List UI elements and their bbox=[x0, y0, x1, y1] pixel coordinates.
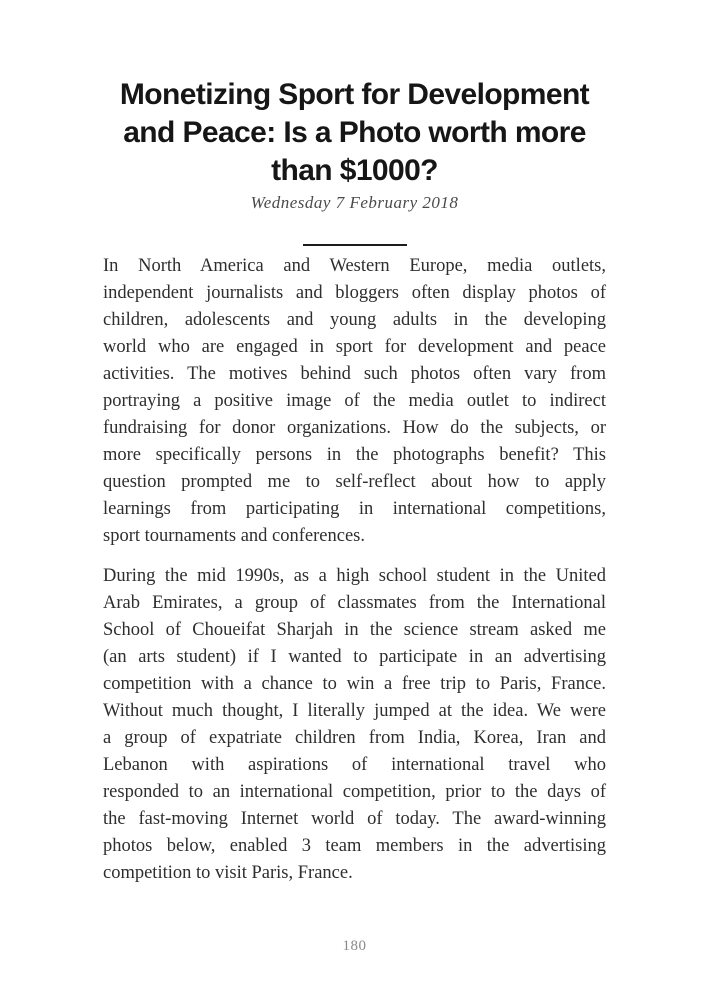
paragraph-line: During the mid 1990s, as a high school student in the United bbox=[103, 566, 606, 586]
paragraph-line: a group of expatriate children from India, Korea, Iran and bbox=[103, 728, 606, 748]
article-body bbox=[103, 253, 606, 887]
paragraph-line: learnings from participating in international competitions, bbox=[103, 499, 606, 519]
paragraph-line: children, adolescents and young adults in the developing bbox=[103, 310, 606, 330]
article-title bbox=[0, 76, 709, 190]
title-line: and Peace: Is a Photo worth more bbox=[123, 116, 586, 149]
paragraph-line: competition to visit Paris, France. bbox=[103, 863, 353, 883]
paragraph-line: responded to an international competition, prior to the days of bbox=[103, 782, 606, 802]
paragraph-line: In North America and Western Europe, media outlets, bbox=[103, 256, 606, 276]
title-line: than $1000? bbox=[271, 154, 438, 187]
paragraph bbox=[103, 563, 606, 887]
page-number: 180 bbox=[342, 938, 367, 954]
paragraph-line: fundraising for donor organizations. How do the subjects, or bbox=[103, 418, 606, 438]
paragraph-line: question prompted me to self-reflect about how to apply bbox=[103, 472, 606, 492]
paragraph-line: competition with a chance to win a free trip to Paris, France. bbox=[103, 674, 606, 694]
paragraph bbox=[103, 253, 606, 550]
paragraph-line: photos below, enabled 3 team members in the advertising bbox=[103, 836, 606, 856]
paragraph-line: more specifically persons in the photographs benefit? This bbox=[103, 445, 606, 465]
paragraph-line: the fast-moving Internet world of today. The award-winning bbox=[103, 809, 606, 829]
paragraph-line: portraying a positive image of the media outlet to indirect bbox=[103, 391, 606, 411]
paragraph-line: activities. The motives behind such photos often vary from bbox=[103, 364, 606, 384]
paragraph-line: School of Choueifat Sharjah in the science stream asked me bbox=[103, 620, 606, 640]
paragraph-line: independent journalists and bloggers often display photos of bbox=[103, 283, 606, 303]
article-date: Wednesday 7 February 2018 bbox=[250, 193, 459, 212]
paragraph-line: world who are engaged in sport for development and peace bbox=[103, 337, 606, 357]
paragraph-line: Lebanon with aspirations of international travel who bbox=[103, 755, 606, 775]
title-line: Monetizing Sport for Development bbox=[119, 78, 590, 111]
paragraph-line: (an arts student) if I wanted to participate in an advertising bbox=[103, 647, 606, 667]
section-divider bbox=[303, 244, 407, 246]
paragraph-line: sport tournaments and conferences. bbox=[103, 526, 365, 546]
paragraph-line: Without much thought, I literally jumped at the idea. We were bbox=[103, 701, 606, 721]
paragraph-line: Arab Emirates, a group of classmates from the International bbox=[103, 593, 606, 613]
